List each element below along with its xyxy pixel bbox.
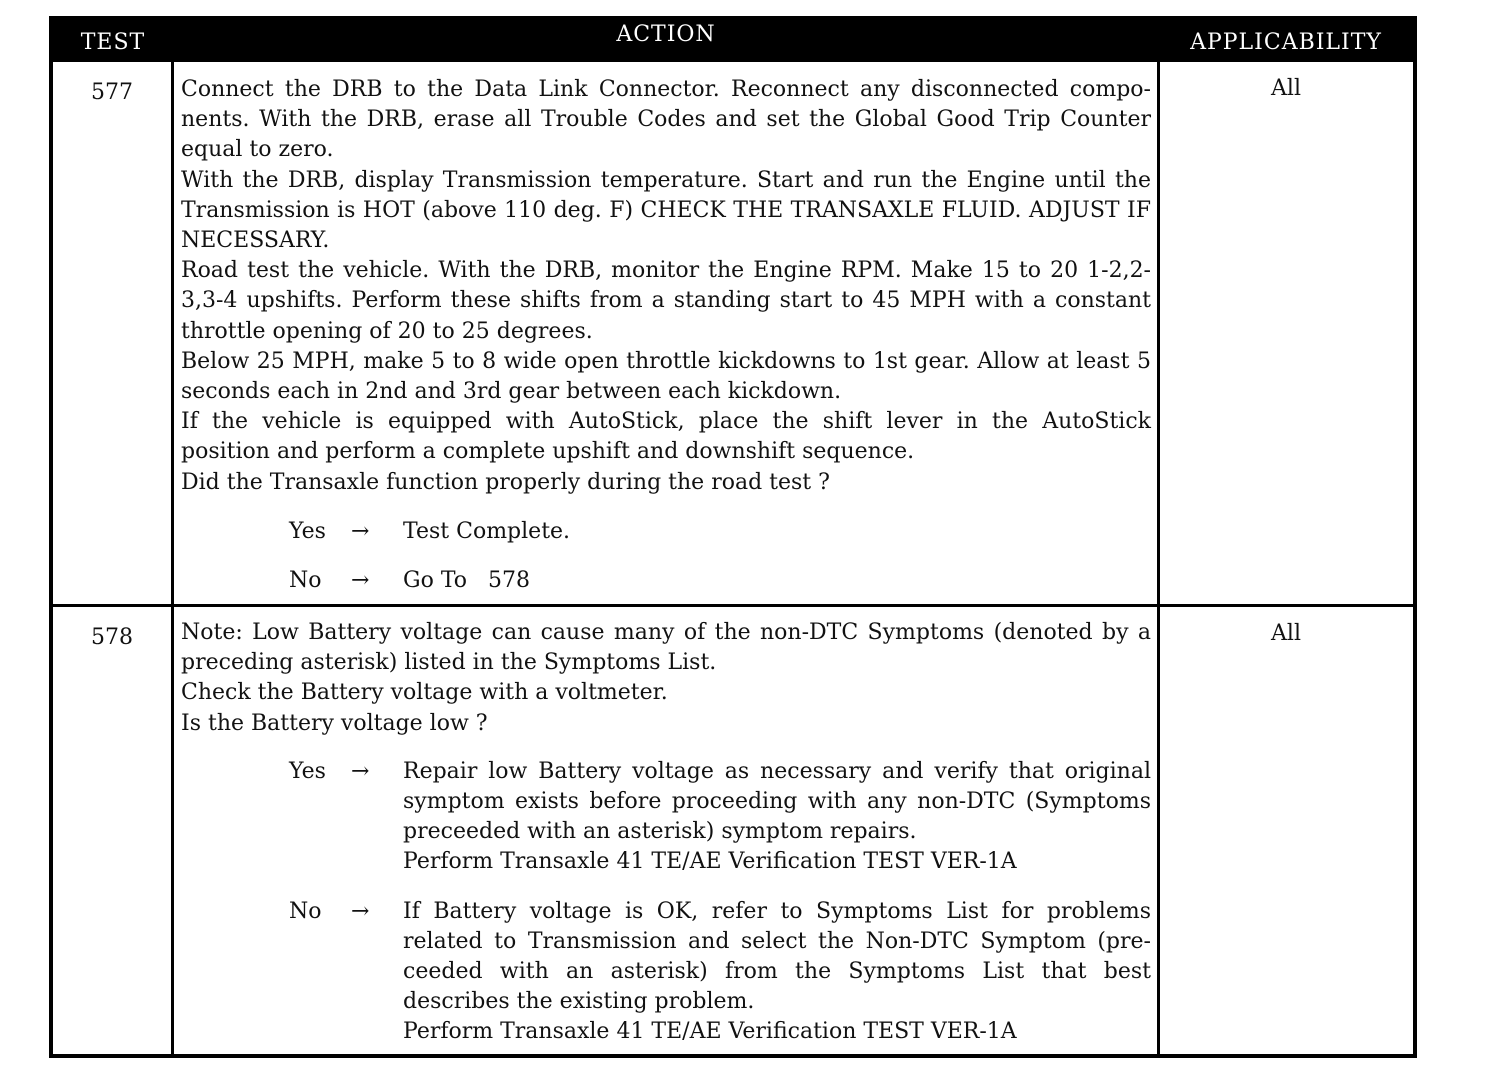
table-header: [53, 20, 1413, 62]
table-row-578: [53, 607, 1413, 1058]
response-label: No: [289, 568, 322, 594]
action-paragraph: Below 25 MPH, make 5 to 8 wide open throttle kickdowns to 1st gear. Allow at least 5 seconds each in 2nd and 3rd gear between each kickdown.: [181, 348, 1151, 405]
action-paragraph: Check the Battery voltage with a voltmeter.: [181, 680, 668, 706]
response-line: Repair low Battery voltage as necessary and verify that original symptom exists before proceeding with any non-DTC (Symptoms preceeded with an asterisk) symptom repairs.: [403, 758, 1151, 845]
right-arrow-icon: →: [351, 758, 370, 784]
response-no: [289, 566, 1151, 596]
response-label: No: [289, 898, 322, 924]
response-line: Perform Transaxle 41 TE/AE Verification TEST VER-1A: [403, 1019, 1017, 1045]
header-action: ACTION: [616, 22, 716, 47]
right-arrow-icon: →: [351, 518, 370, 544]
response-yes: [289, 757, 1151, 878]
applicability-value: All: [1271, 76, 1301, 101]
response-line: If Battery voltage is OK, refer to Symptoms List for problems related to Transmission and select the Non-DTC Symptom (pre-ceeded with an asterisk) from the Symptoms List that best describes the existing problem.: [403, 898, 1151, 1015]
action-question: Is the Battery voltage low ?: [181, 710, 488, 736]
response-label: Yes: [289, 518, 326, 544]
response-no: [289, 897, 1151, 1048]
response-text: [403, 566, 1151, 596]
action-paragraph: With the DRB, display Transmission temperature. Start and run the Engine until the Transmission is HOT (above 110 deg. F) CHECK THE TRANSAXLE FLUID. ADJUST IF NECESSARY.: [181, 167, 1151, 254]
header-applicability: APPLICABILITY: [1190, 30, 1382, 55]
right-arrow-icon: →: [351, 898, 370, 924]
response-yes: [289, 517, 1151, 547]
diagnostic-test-table: [49, 16, 1417, 1058]
response-text: [403, 897, 1151, 1048]
response-line: Go To 578: [403, 568, 530, 594]
response-text: [403, 517, 1151, 547]
action-cell: [181, 75, 1151, 596]
action-cell: [181, 618, 1151, 1048]
action-paragraph: If the vehicle is equipped with AutoStick, place the shift lever in the AutoStick position and perform a complete upshift and downshift sequence.: [181, 409, 1151, 465]
header-test: TEST: [80, 30, 146, 55]
test-number: 578: [91, 625, 133, 650]
response-line: Test Complete.: [403, 518, 571, 544]
response-line: Perform Transaxle 41 TE/AE Verification TEST VER-1A: [403, 849, 1017, 875]
right-arrow-icon: →: [351, 568, 370, 594]
table-row-577: [53, 62, 1413, 604]
test-number: 577: [91, 80, 133, 105]
response-label: Yes: [289, 758, 326, 784]
response-text: [403, 757, 1151, 878]
applicability-value: All: [1271, 621, 1301, 646]
action-paragraph: Note: Low Battery voltage can cause many of the non-DTC Symptoms (denoted by a preceding asterisk) listed in the Symptoms List.: [181, 620, 1151, 676]
action-paragraph: Connect the DRB to the Data Link Connector. Reconnect any disconnected compo-nents. With the DRB, erase all Trouble Codes and set the Global Good Trip Counter equal to zero.: [181, 77, 1151, 163]
action-paragraph: Road test the vehicle. With the DRB, monitor the Engine RPM. Make 15 to 20 1-2,2-3,3-4 upshifts. Perform these shifts from a standing start to 45 MPH with a constant throttle opening of 20 to 25 degrees.: [181, 258, 1151, 344]
action-question: Did the Transaxle function properly during the road test ?: [181, 469, 830, 495]
